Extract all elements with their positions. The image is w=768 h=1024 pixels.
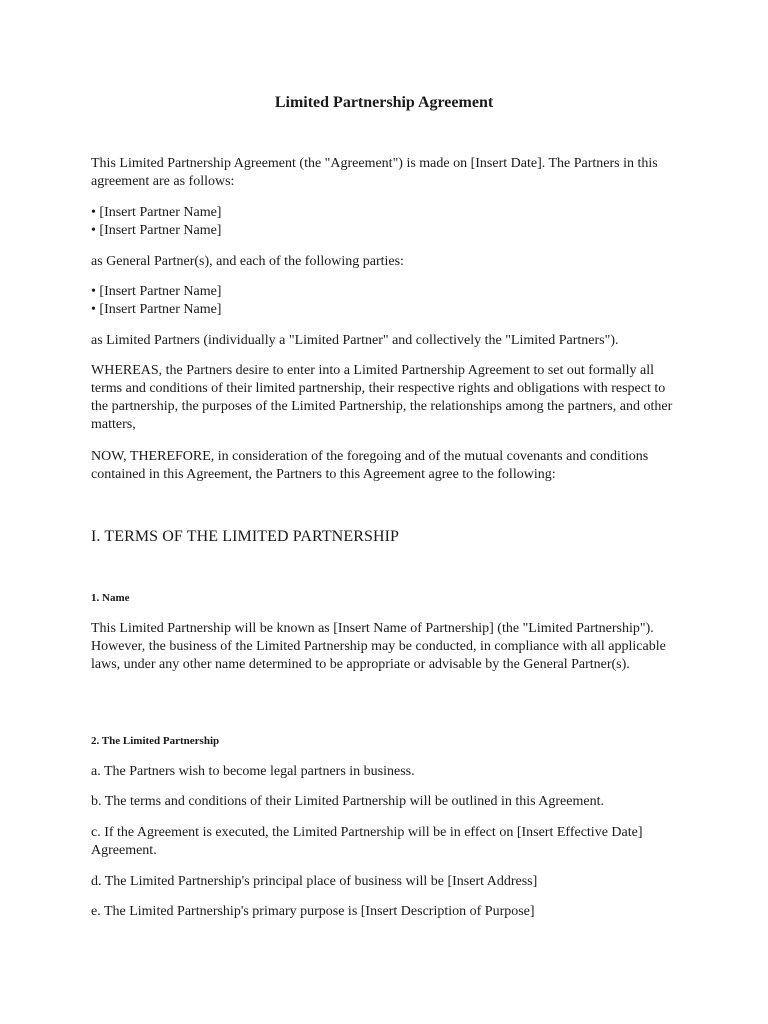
general-partners-list bbox=[91, 204, 681, 240]
limited-partners-caption: as Limited Partners (individually a "Limited Partner" and collectively the "Limited Partners"). bbox=[91, 333, 619, 348]
section-heading: I. TERMS OF THE LIMITED PARTNERSHIP bbox=[91, 528, 400, 545]
list-item: • [Insert Partner Name] bbox=[91, 223, 222, 238]
clause-a: a. The Partners wish to become legal partners in business. bbox=[91, 764, 415, 779]
whereas-paragraph: WHEREAS, the Partners desire to enter into a Limited Partnership Agreement to set out formally all terms and conditions of their limited partnership, their respective rights and obligations with respect to the partnership, the purposes of the Limited Partnership, the relationships among the partners, and other matters, bbox=[91, 363, 673, 432]
now-therefore-paragraph: NOW, THEREFORE, in consideration of the foregoing and of the mutual covenants and conditions contained in this Agreement, the Partners to this Agreement agree to the following: bbox=[91, 449, 649, 482]
clause-c: c. If the Agreement is executed, the Limited Partnership will be in effect on [Insert Effective Date] Agreement. bbox=[91, 825, 643, 858]
list-item: • [Insert Partner Name] bbox=[91, 205, 222, 220]
subsection-heading-limited-partnership: 2. The Limited Partnership bbox=[91, 735, 220, 747]
list-item: • [Insert Partner Name] bbox=[91, 302, 222, 317]
name-paragraph: This Limited Partnership will be known as [Insert Name of Partnership] (the "Limited Partnership"). However, the business of the Limited Partnership may be conducted, in compliance with all applicable laws, under any other name determined to be appropriate or advisable by the General Partner(s). bbox=[91, 621, 666, 672]
limited-partners-list bbox=[91, 283, 681, 319]
list-item: • [Insert Partner Name] bbox=[91, 284, 222, 299]
intro-paragraph: This Limited Partnership Agreement (the "Agreement") is made on [Insert Date]. The Partners in this agreement are as follows: bbox=[91, 156, 658, 189]
clause-e: e. The Limited Partnership's primary purpose is [Insert Description of Purpose] bbox=[91, 904, 535, 919]
clause-d: d. The Limited Partnership's principal place of business will be [Insert Address] bbox=[91, 874, 538, 889]
general-partners-caption: as General Partner(s), and each of the following parties: bbox=[91, 254, 404, 269]
clause-b: b. The terms and conditions of their Limited Partnership will be outlined in this Agreement. bbox=[91, 794, 604, 809]
document-title: Limited Partnership Agreement bbox=[274, 94, 494, 111]
subsection-heading-name: 1. Name bbox=[91, 592, 130, 604]
